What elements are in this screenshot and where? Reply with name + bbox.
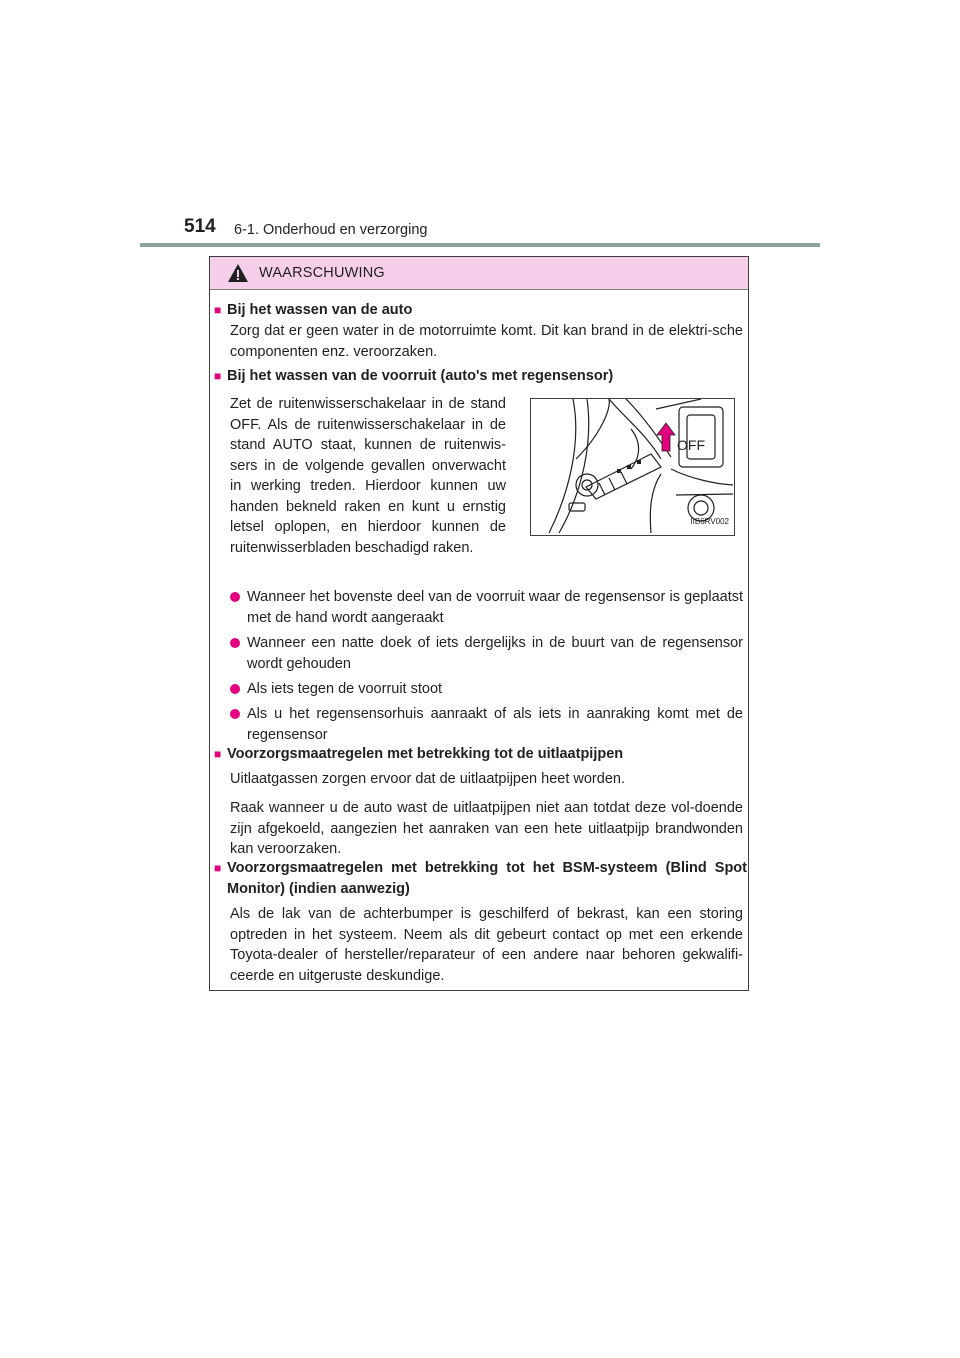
section-text-windshield: Zet de ruitenwisserschakelaar in de stand OFF. Als de ruitenwisserschakelaar in de stand AUTO staat, kunnen de ruitenwis-sers in de volgende gevallen onverwacht in werking treden. Hierdoor kunnen uw handen bekneld raken en kunt u ernstig letsel oplopen, en hierdoor kunnen de ruitenwisserbladen beschadigd raken. (230, 396, 506, 556)
warning-box (209, 256, 749, 991)
section-text-washing: Zorg dat er geen water in de motorruimte komt. Dit kan brand in de elektri-sche componenten enz. veroorzaken. (230, 323, 743, 360)
section-heading-bsm: ■ Voorzorgsmaatregelen met betrekking tot het BSM-systeem (Blind Spot Monitor) (indien aanwezig) (214, 858, 747, 899)
warning-triangle-icon (227, 263, 249, 283)
round-bullet-icon (230, 638, 240, 648)
section-text-exhaust-1: Uitlaatgassen zorgen ervoor dat de uitlaatpijpen heet worden. (230, 771, 625, 787)
round-bullet-icon (230, 709, 240, 719)
round-bullet-icon (230, 684, 240, 694)
section-title: 6-1. Onderhoud en verzorging (234, 222, 428, 238)
off-arrow-icon (657, 423, 675, 451)
round-bullet-icon (230, 592, 240, 602)
header-rule (140, 243, 820, 247)
section-heading-windshield: ■ Bij het wassen van de voorruit (auto's met regensensor) (214, 366, 613, 387)
square-bullet-icon: ■ (214, 861, 222, 875)
section-heading-washing: ■ Bij het wassen van de auto (214, 300, 412, 321)
list-item: Als iets tegen de voorruit stoot (230, 679, 743, 700)
square-bullet-icon: ■ (214, 747, 222, 761)
section-text-bsm: Als de lak van de achterbumper is geschilferd of bekrast, kan een storing optreden in het systeem. Neem als dit gebeurt contact op met een erkende Toyota-dealer of hersteller/reparateur of een andere naar behoren gekwalifi-ceerde en uitgeruste deskundige. (230, 906, 743, 984)
warning-title: WAARSCHUWING (259, 265, 385, 281)
section-heading-exhaust: ■ Voorzorgsmaatregelen met betrekking tot de uitlaatpijpen (214, 744, 623, 765)
section-text-exhaust-2: Raak wanneer u de auto wast de uitlaatpijpen niet aan totdat deze vol-doende zijn afgekoeld, aangezien het aanraken van een hete uitlaatpijp brandwonden kan veroorzaken. (230, 800, 743, 857)
warning-header (210, 257, 748, 290)
square-bullet-icon: ■ (214, 303, 222, 317)
list-item: Als u het regensensorhuis aanraakt of als iets in aanraking komt met de regensensor (230, 704, 743, 745)
square-bullet-icon: ■ (214, 369, 222, 383)
figure-code: IIB6RV002 (690, 516, 729, 526)
list-item: Wanneer een natte doek of iets dergelijks in de buurt van de regensensor wordt gehouden (230, 633, 743, 674)
wiper-switch-figure (530, 398, 735, 536)
page-number: 514 (184, 216, 216, 237)
list-item: Wanneer het bovenste deel van de voorruit waar de regensensor is geplaatst met de hand wordt aangeraakt (230, 587, 743, 628)
figure-label-off: OFF (677, 437, 705, 453)
